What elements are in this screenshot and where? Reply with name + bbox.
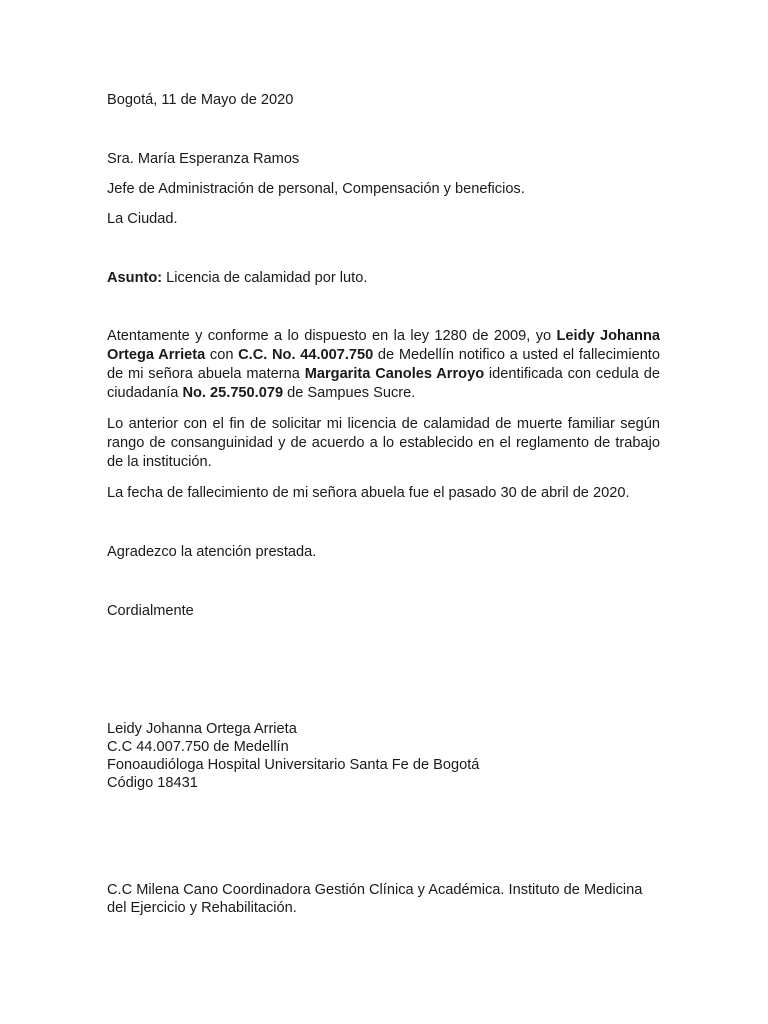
signature-name: Leidy Johanna Ortega Arrieta: [107, 721, 297, 737]
recipient-position: Jefe de Administración de personal, Compensación y beneficios.: [107, 181, 525, 197]
p1-deceased-name: Margarita Canoles Arroyo: [304, 366, 485, 382]
subject-label: Asunto:: [107, 270, 163, 286]
letter-date: Bogotá, 11 de Mayo de 2020: [107, 92, 294, 108]
signature-id: C.C 44.007.750 de Medellín: [107, 739, 289, 755]
cc-line: C.C Milena Cano Coordinadora Gestión Clínica y Académica. Instituto de Medicina del Ejercicio y Rehabilitación.: [107, 882, 643, 916]
signature-role: Fonoaudióloga Hospital Universitario Santa Fe de Bogotá: [107, 757, 480, 773]
p1-employee-name: Leidy Johanna Ortega Arrieta: [107, 328, 660, 363]
closing-line: Cordialmente: [107, 603, 194, 619]
signature-code: Código 18431: [107, 775, 198, 791]
body-paragraph-1: [107, 327, 660, 403]
subject-text: Licencia de calamidad por luto.: [162, 270, 368, 286]
thanks-line: Agradezco la atención prestada.: [107, 544, 317, 560]
recipient-city: La Ciudad.: [107, 211, 178, 227]
recipient-name: Sra. María Esperanza Ramos: [107, 151, 300, 167]
p1-text-3: de Medellín notifico a usted el fallecimiento de mi señora abuela materna: [107, 347, 660, 382]
p1-text-5: de Sampues Sucre.: [283, 385, 416, 401]
p1-deceased-id: No. 25.750.079: [182, 385, 284, 401]
subject-line: [107, 269, 367, 287]
body-paragraph-2: Lo anterior con el fin de solicitar mi licencia de calamidad de muerte familiar según rango de consanguinidad y de acuerdo a lo establecido en el reglamento de trabajo de la institución.: [107, 416, 660, 470]
signature-block: [107, 720, 479, 792]
p1-text-1: Atentamente y conforme a lo dispuesto en la ley 1280 de 2009, yo: [107, 328, 557, 344]
p1-employee-id: C.C. No. 44.007.750: [238, 347, 374, 363]
body-paragraph-3: La fecha de fallecimiento de mi señora abuela fue el pasado 30 de abril de 2020.: [107, 485, 630, 501]
p1-text-4: identificada con cedula de ciudadanía: [107, 366, 660, 401]
p1-text-2: con: [205, 347, 239, 363]
